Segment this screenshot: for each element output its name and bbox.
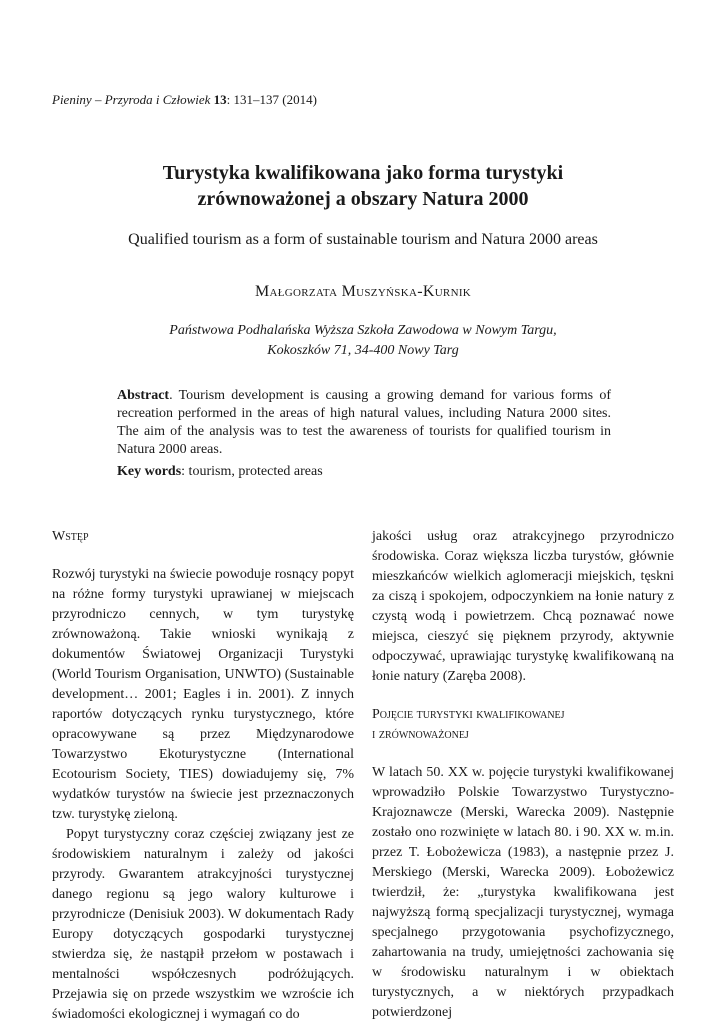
title-line-2: zrównoważonej a obszary Natura 2000: [197, 188, 529, 210]
author-affiliation: [60, 321, 666, 361]
keywords-label: Key words: [117, 464, 182, 479]
title-line-1: Turystyka kwalifikowana jako forma turystyki: [162, 162, 564, 184]
abstract-text: . Tourism development is causing a growing demand for various forms of recreation performed in the areas of high natural values, including Natura 2000 sites. The aim of the analysis was to test the awareness of tourists for qualified tourism in Natura 2000 areas.: [117, 388, 611, 457]
section-heading-concept-line-2: i zrównoważonej: [372, 727, 469, 742]
author-name: Małgorzata Muszyńska-Kurnik: [254, 283, 472, 300]
article-subtitle: Qualified tourism as a form of sustainable tourism and Natura 2000 areas: [128, 231, 598, 248]
affiliation-line-2: Kokoszków 71, 34-400 Nowy Targ: [267, 343, 459, 358]
journal-pages-year: : 131–137 (2014): [226, 92, 317, 107]
journal-citation: [52, 92, 317, 108]
section-heading-concept-line-1: Pojęcie turystyki kwalifikowanej: [372, 707, 565, 722]
abstract-label: Abstract: [117, 388, 170, 403]
intro-paragraph-2-continued: jakości usług oraz atrakcyjnego przyrodniczo środowiska. Coraz większa liczba turystów, głównie mieszkańców wielkich aglomeracji miejskich, tęskni za ciszą i spokojem, odpoczynkiem na łonie natury z czystą wodą i powietrzem. Chcą poznawać nowe miejsca, cieszyć się pięknem przyrody, aktywnie odpoczywać, uprawiając turystykę kwalifikowaną na łonie natury (Zaręba 2008).: [372, 529, 674, 684]
affiliation-line-1: Państwowa Podhalańska Wyższa Szkoła Zawodowa w Nowym Targu,: [169, 323, 557, 338]
keywords: [117, 464, 611, 480]
journal-volume: 13: [213, 92, 227, 107]
section-heading-intro: Wstęp: [52, 529, 89, 544]
right-column: [372, 527, 674, 1023]
journal-name: Pieniny – Przyroda i Człowiek: [52, 92, 211, 107]
concept-paragraph-1: W latach 50. XX w. pojęcie turystyki kwalifikowanej wprowadziło Polskie Towarzystwo Turystyczno-Krajoznawcze (Merski, Warecka 2009). Następnie zostało ono rozwinięte w latach 80. i 90. XX w. m.in. przez T. Łobożewicza (1983), a następnie przez J. Merskiego (Merski, Warecka 2009). Łobożewicz twierdził, że: „turystyka kwalifikowana jest najwyższą formą specjalizacji turystycznej, wymaga specjalnego przygotowania psychofizycznego, zahartowania na trudy, umiejętności zachowania się w środowisku naturalnym i w obiektach turystycznych, a w niektórych przypadkach potwierdzonej: [372, 765, 674, 1020]
abstract: [117, 387, 611, 459]
keywords-text: : tourism, protected areas: [181, 464, 323, 479]
article-title: [60, 160, 666, 212]
left-column: [52, 527, 354, 1025]
intro-paragraph-1: Rozwój turystyki na świecie powoduje rosnący popyt na różne formy turystyki uprawianej w miejscach przyrodniczo cennych, w tym turystykę zrównoważoną. Takie wnioski wynikają z dokumentów Światowej Organizacji Turystyki (World Tourism Organisation, UNWTO) (Sustainable development… 2001; Eagles i in. 2001). Z innych raportów dotyczących rynku turystycznego, które opracowywane są przez Międzynarodowe Towarzystwo Ekoturystyczne (International Ecotourism Society, TIES) dowiadujemy się, 7% wydatków turystów na świecie jest przeznaczonych tzw. turystykę zieloną.: [52, 567, 354, 822]
intro-paragraph-2: Popyt turystyczny coraz częściej związany jest ze środowiskiem naturalnym i zależy od jakości przyrody. Gwarantem atrakcyjności turystycznej danego regionu są jego walory kulturowe i przyrodnicze (Denisiuk 2003). W dokumentach Rady Europy dotyczących gospodarki turystycznej stwierdza się, że nastąpił przełom w postawach i mentalności współczesnych podróżujących. Przejawia się on przede wszystkim we wzroście ich świadomości ekologicznej i wymagań co do: [52, 827, 354, 1022]
